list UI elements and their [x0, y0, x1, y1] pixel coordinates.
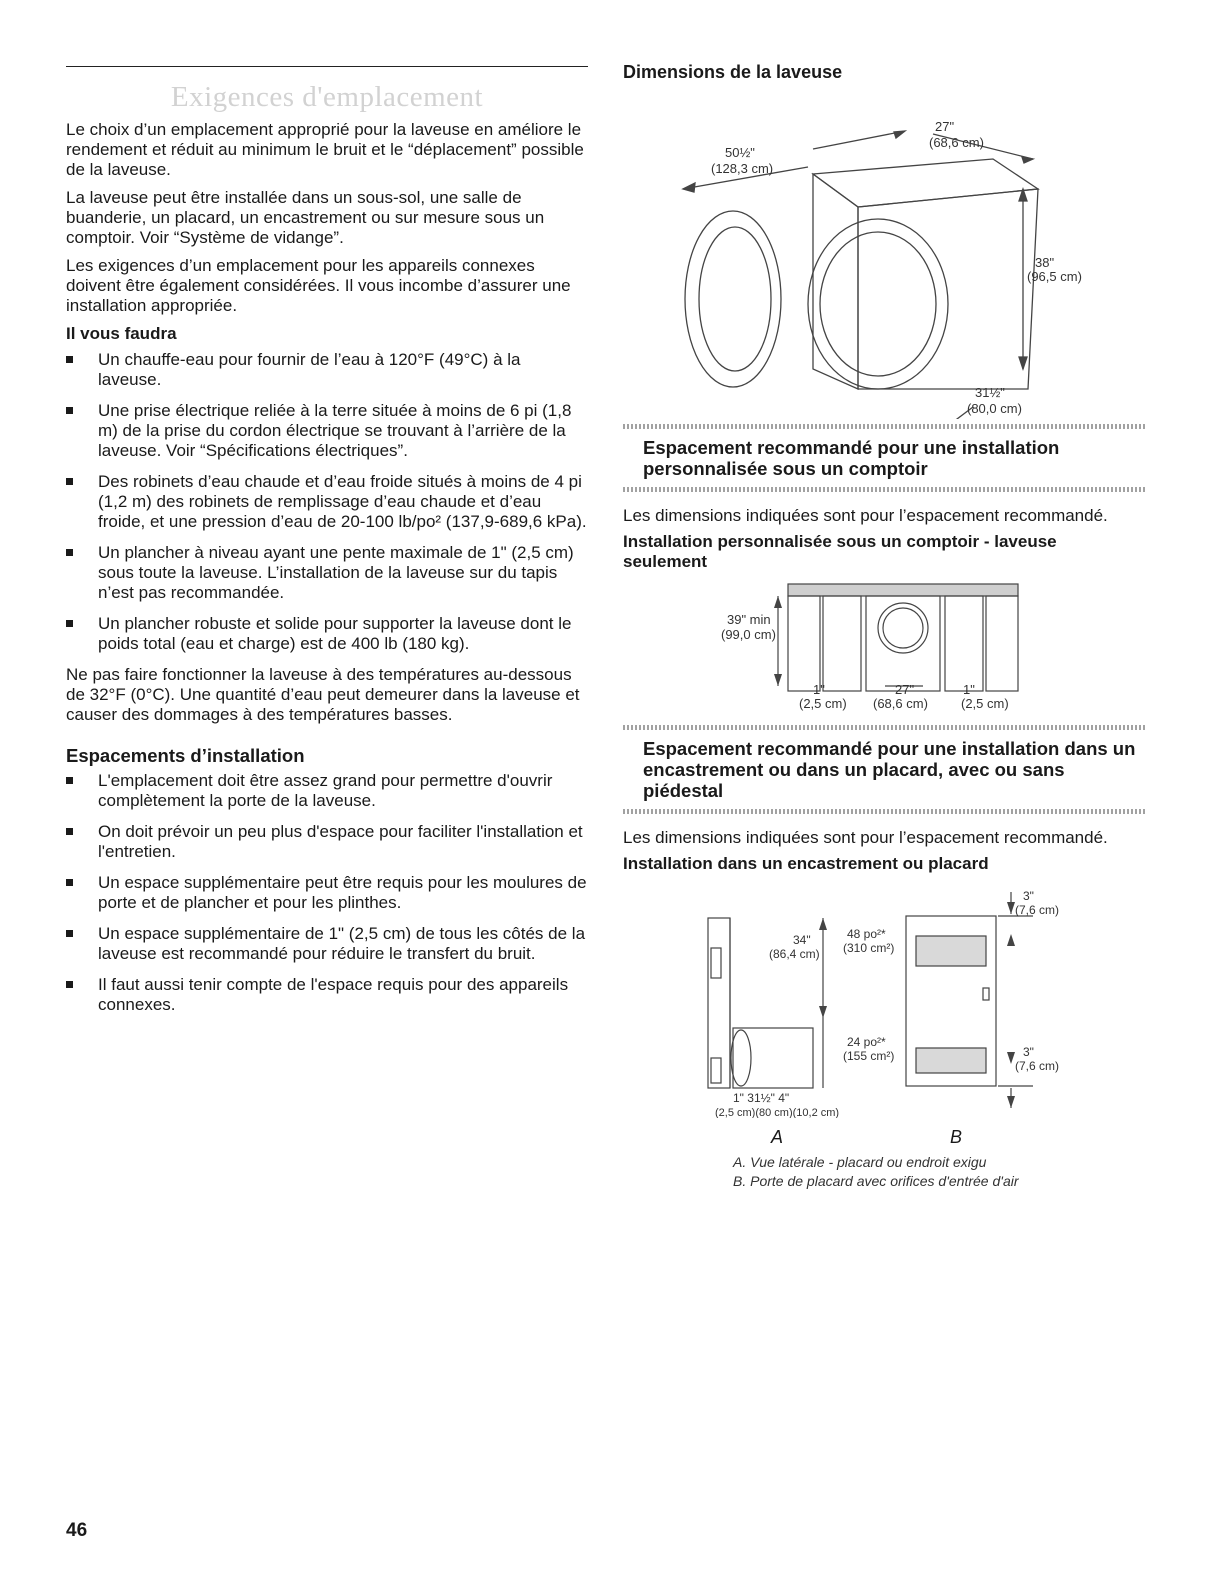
- dotted-divider: [623, 809, 1145, 814]
- list-item: Un espace supplémentaire peut être requis pour les moulures de porte et de plancher et pour les plinthes.: [66, 873, 588, 913]
- depth-door-inches: 50½": [725, 145, 755, 160]
- figure-labels: [623, 1123, 1145, 1153]
- bottom-gap-inches: 3": [1023, 1045, 1034, 1059]
- bullet-icon: [66, 620, 73, 627]
- list-item: Un plancher à niveau ayant une pente maximale de 1" (2,5 cm) sous toute la laveuse. L’installation de la laveuse sur du tapis n’est pas recommandée.: [66, 543, 588, 603]
- vent-top-cm: (310 cm²): [843, 941, 895, 955]
- list-item: L'emplacement doit être assez grand pour permettre d'ouvrir complètement la porte de la laveuse.: [66, 771, 588, 811]
- list-item: Il faut aussi tenir compte de l'espace requis pour des appareils connexes.: [66, 975, 588, 1015]
- undercounter-height-cm: (99,0 cm): [721, 627, 776, 642]
- section-title: Exigences d'emplacement: [170, 81, 484, 113]
- list-item: Une prise électrique reliée à la terre située à moins de 6 pi (1,8 m) de la prise du cordon électrique se trouvant à l’arrière de la laveuse. Voir “Spécifications électriques”.: [66, 401, 588, 461]
- list-item: Un plancher robuste et solide pour supporter la laveuse dont le poids total (eau et charge) est de 400 lb (180 kg).: [66, 614, 588, 654]
- intro-paragraph-3: Les exigences d’un emplacement pour les appareils connexes doivent être également considérées. Il vous incombe d’assurer une installation appropriée.: [66, 256, 571, 315]
- closet-figure: [623, 878, 1145, 1118]
- label-b: B: [950, 1127, 963, 1147]
- undercounter-width-inches: 27": [895, 682, 915, 697]
- vent-top-area: 48 po²*: [847, 927, 886, 941]
- need-heading: Il vous faudra: [66, 324, 177, 343]
- spacing-heading: Espacements d’installation: [66, 745, 305, 766]
- bullet-icon: [66, 549, 73, 556]
- side-left-cm: (2,5 cm): [799, 696, 847, 711]
- label-a: A: [771, 1127, 784, 1147]
- top-gap-inches: 3": [1023, 889, 1034, 903]
- closet-front-cm: (86,4 cm): [769, 947, 820, 961]
- spacing-list: [66, 771, 588, 1015]
- closet-subheading: Installation dans un encastrement ou placard: [623, 854, 989, 873]
- top-gap-cm: (7,6 cm): [1015, 903, 1060, 917]
- bullet-icon: [66, 478, 73, 485]
- recommendation-note: Les dimensions indiquées sont pour l’espacement recommandé.: [623, 506, 1108, 525]
- side-right-inches: 1": [963, 682, 975, 697]
- washer-dimensions-figure: [623, 89, 1145, 419]
- bullet-icon: [66, 981, 73, 988]
- list-item: Des robinets d’eau chaude et d’eau froide situés à moins de 4 pi (1,2 m) des robinets de remplissage d’eau chaude et d’eau froide, et une pression d’eau de 20-100 lb/po² (137,9-689,6 kPa).: [66, 472, 588, 532]
- undercounter-figure: [623, 576, 1145, 716]
- side-left-inches: 1": [813, 682, 825, 697]
- bottom-dims-inches: 1" 31½" 4": [733, 1091, 790, 1105]
- recommendation-heading-closet: Espacement recommandé pour une installation dans un encastrement ou dans un placard, avec ou sans piédestal: [643, 738, 1136, 801]
- height-cm: (96,5 cm): [1027, 269, 1082, 284]
- bottom-dims-cm: (2,5 cm)(80 cm)(10,2 cm): [715, 1107, 840, 1118]
- caption-a: A. Vue latérale - placard ou endroit exigu: [733, 1154, 987, 1170]
- page-number: 46: [66, 1520, 88, 1541]
- bullet-icon: [66, 930, 73, 937]
- dotted-divider: [623, 725, 1145, 730]
- side-right-cm: (2,5 cm): [961, 696, 1009, 711]
- list-item: On doit prévoir un peu plus d'espace pour faciliter l'installation et l'entretien.: [66, 822, 588, 862]
- undercounter-height-inches: 39" min: [727, 612, 771, 627]
- bullet-icon: [66, 828, 73, 835]
- bottom-gap-cm: (7,6 cm): [1015, 1059, 1060, 1073]
- width-cm: (68,6 cm): [929, 135, 984, 150]
- temperature-warning: Ne pas faire fonctionner la laveuse à des températures au-dessous de 32°F (0°C). Une quantité d’eau peut demeurer dans la laveuse et causer des dommages à des températures basses.: [66, 665, 580, 724]
- dimensions-title: Dimensions de la laveuse: [623, 62, 843, 82]
- depth-cm: (80,0 cm): [967, 401, 1022, 416]
- dotted-divider: [623, 424, 1145, 429]
- undercounter-subheading: Installation personnalisée sous un comptoir - laveuse seulement: [623, 532, 1057, 571]
- intro-paragraph-1: Le choix d’un emplacement approprié pour la laveuse en améliore le rendement et réduit au minimum le bruit et le “déplacement” possible de la laveuse.: [66, 120, 584, 179]
- vent-bottom-area: 24 po²*: [847, 1035, 886, 1049]
- left-column: [66, 66, 588, 1026]
- list-item: Un espace supplémentaire de 1" (2,5 cm) de tous les côtés de la laveuse est recommandé pour réduire le transfert du bruit.: [66, 924, 588, 964]
- closet-front-inches: 34": [793, 933, 811, 947]
- width-inches: 27": [935, 119, 955, 134]
- depth-inches: 31½": [975, 385, 1005, 400]
- caption-b: B. Porte de placard avec orifices d'entrée d'air: [733, 1173, 1019, 1189]
- undercounter-width-cm: (68,6 cm): [873, 696, 928, 711]
- depth-door-cm: (128,3 cm): [711, 161, 774, 176]
- bullet-icon: [66, 356, 73, 363]
- bullet-icon: [66, 407, 73, 414]
- recommendation-note-closet: Les dimensions indiquées sont pour l’espacement recommandé.: [623, 828, 1108, 847]
- dotted-divider: [623, 487, 1145, 492]
- list-item: Un chauffe-eau pour fournir de l’eau à 120°F (49°C) à la laveuse.: [66, 350, 588, 390]
- need-list: [66, 350, 588, 654]
- height-inches: 38": [1035, 255, 1055, 270]
- vent-bottom-cm: (155 cm²): [843, 1049, 895, 1063]
- bullet-icon: [66, 879, 73, 886]
- top-rule: [66, 66, 588, 67]
- right-column: [623, 62, 1145, 1191]
- recommendation-heading-undercounter: Espacement recommandé pour une installation personnalisée sous un comptoir: [643, 437, 1060, 479]
- bullet-icon: [66, 777, 73, 784]
- intro-paragraph-2: La laveuse peut être installée dans un sous-sol, une salle de buanderie, un placard, un encastrement ou sur mesure sous un comptoir. Voir “Système de vidange”.: [66, 188, 545, 247]
